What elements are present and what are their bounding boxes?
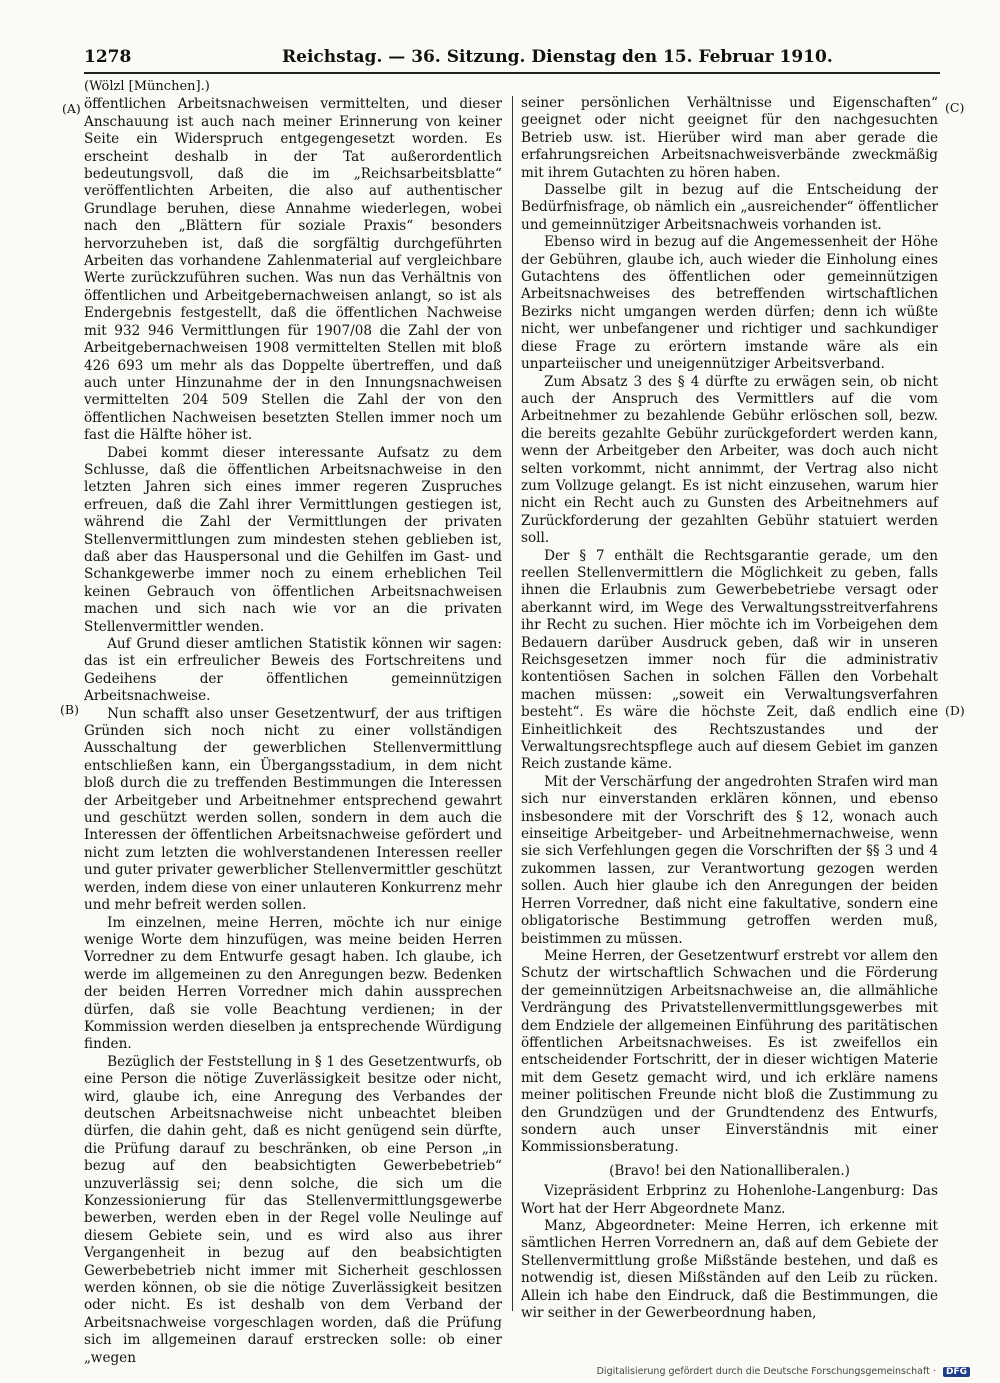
page-title: Reichstag. — 36. Sitzung. Dienstag den 15. Februar 1910. [282, 47, 833, 67]
column-divider [512, 96, 513, 1311]
margin-mark-d: (D) [945, 703, 965, 718]
paragraph: Dasselbe gilt in bezug auf die Entscheidung der Bedürfnisfrage, ob nämlich ein „ausreichender“ öffentlicher und gemeinnütziger Arbeitsnachweis vorhanden ist. [521, 182, 938, 233]
president-note: Vizepräsident Erbprinz zu Hohenlohe-Langenburg: Das Wort hat der Herr Abgeordnete Manz. [521, 1183, 938, 1217]
paragraph: Meine Herren, der Gesetzentwurf erstrebt vor allem den Schutz der wirtschaftlich Schwachen und die Förderung der gemeinnützigen Arbeitsnachweise an, die allmähliche Verdrängung des Privatstellenvermittlungsgewerbes mit dem Endziele der allgemeinen Einführung des paritätischen öffentlichen Arbeitsnachweises. Es ist zweifellos ein entscheidender Fortschritt, der in dieser wichtigen Materie mit dem Gesetz gemacht wird, und ich erkläre namens meiner politischen Freunde nicht bloß die Zustimmung zu den Grundzügen und der Grundtendenz des Entwurfs, sondern auch unser Einverständnis mit einer Kommissionsberatung. [521, 947, 938, 1156]
paragraph: Zum Absatz 3 des § 4 dürfte zu erwägen sein, ob nicht auch der Anspruch des Vermittlers auf die vom Arbeitnehmer zu bezahlende Gebühr erlöschen soll, bezw. die bereits gezahlte Gebühr zurückgefordert werden kann, wenn der Arbeitgeber den Arbeiter, was doch auch nicht selten vorkommt, nicht annimmt, der Vertrag also nicht zum Vollzuge gelangt. Es ist nicht einzusehen, warum hier nicht ein Recht auch zu Gunsten des Arbeitnehmers auf Zurückforderung der gezahlten Gebühr statuiert werden soll. [521, 373, 938, 547]
paragraph: Nun schafft also unser Gesetzentwurf, der aus triftigen Gründen sich noch nicht zu einer vollständigen Ausschaltung der gewerblichen Stellenvermittlung entschließen kann, ein Übergangsstadium, in dem nicht bloß durch die zu treffenden Bestimmungen die Interessen der Arbeitgeber und Arbeitnehmer entsprechend gewahrt und geschützt werden sollen, sondern in dem auch die Interessen der öffentlichen Arbeitsnachweise gefördert und nicht zum letzten die wohlverstandenen Interessen reeller und guter privater gewerblicher Stellenvermittler geschützt werden, indem diese von einer unlauteren Konkurrenz mehr und mehr befreit werden sollen. [84, 705, 502, 914]
page-number: 1278 [84, 47, 132, 67]
footer-credit [597, 1366, 970, 1377]
paragraph: Bezüglich der Feststellung in § 1 des Gesetzentwurfs, ob eine Person die nötige Zuverlässigkeit besitze oder nicht, wird, glaube ich, eine Anregung des Verbandes der deutschen Arbeitsnachweise nicht unbeachtet bleiben dürfen, die dahin geht, daß es nicht genügend sein dürfte, die Prüfung darauf zu beschränken, ob eine Person „in bezug auf den beabsichtigten Gewerbebetrieb“ unzuverlässig sei; denn solche, die sich um die Konzessionierung für das Stellenvermittlungsgewerbe bewerben, werden eben in der Regel volle Neulinge auf diesem Gebiete sein, und es wird also aus ihrer Vergangenheit in bezug auf den beabsichtigten Gewerbebetrieb nicht immer mit Sicherheit geschlossen werden können, ob sie die nötige Zuverlässigkeit besitzen oder nicht. Es ist deshalb von dem Verband der Arbeitsnachweise vorgeschlagen worden, daß die Prüfung sich im allgemeinen darauf erstrecken solle: ob einer „wegen [84, 1053, 502, 1366]
paragraph: Mit der Verschärfung der angedrohten Strafen wird man sich nur einverstanden erklären können, und ebenso insbesondere mit der Vorschrift des § 12, wonach auch einseitige Arbeitgeber- und Arbeitnehmernachweise, wenn sie sich Verfehlungen gegen die Vorschriften der §§ 3 und 4 zukommen lassen, zur Verantwortung gezogen werden sollen. Auch hier glaube ich den Anregungen der beiden Herren Vorredner, daß nicht eine fakultative, sondern eine obligatorische Bestimmung getroffen werden muß, beistimmen zu müssen. [521, 773, 938, 947]
paragraph: seiner persönlichen Verhältnisse und Eigenschaften“ geeignet oder nicht geeignet für den nachgesuchten Betrieb usw. ist. Hierüber wird man aber gerade die erfahrungsreichen Arbeitsnachweisverbände zweckmäßig mit ihrem Gutachten zu hören haben. [521, 95, 938, 181]
applause-note: (Bravo! bei den Nationalliberalen.) [609, 1162, 850, 1179]
margin-mark-a: (A) [62, 101, 81, 116]
paragraph: Ebenso wird in bezug auf die Angemessenheit der Höhe der Gebühren, glaube ich, auch wieder die Einholung eines Gutachtens des öffentlichen oder gemeinnützigen Arbeitsnachweises des betreffenden wirtschaftlichen Bezirks nicht umgangen werden dürfen; denn ich wüßte nicht, wer unbefangener und richtiger und sachkundiger diese Frage zu erörtern imstande wäre als ein unparteiischer und uneigennütziger Arbeitsverband. [521, 234, 938, 373]
paragraph: Auf Grund dieser amtlichen Statistik können wir sagen: das ist ein erfreulicher Beweis des Fortschreitens und Gedeihens der öffentlichen gemeinnützigen Arbeitsnachweise. [84, 636, 502, 705]
header-rule [84, 72, 940, 74]
footer-text: Digitalisierung gefördert durch die Deutsche Forschungsgemeinschaft · [596, 1366, 936, 1377]
paragraph: Dabei kommt dieser interessante Aufsatz zu dem Schlusse, daß die öffentlichen Arbeitsnachweise in den letzten Jahren sich eines immer regeren Zuspruches erfreuen, daß die Zahl ihrer Vermittlungen gestiegen ist, während die Zahl der Vermittlungen der privaten Stellenvermittlungen zum mindesten stehen geblieben ist, daß aber das Hauspersonal und die Gehilfen im Gast- und Schankgewerbe immer noch zu einem erheblichen Teil keinen Gebrauch von öffentlichen Arbeitsnachweisen machen und sich nach wie vor an die privaten Stellenvermittler wenden. [84, 444, 502, 635]
paragraph: Manz, Abgeordneter: Meine Herren, ich erkenne mit sämtlichen Herren Vorrednern an, daß auf dem Gebiete der Stellenvermittlung große Mißstände bestehen, und daß es notwendig ist, diesen Mißständen auf den Leib zu rücken. Allein ich habe den Eindruck, daß die Bestimmungen, die wir seither in der Gewerbeordnung haben, [521, 1218, 938, 1322]
right-column [521, 95, 938, 1322]
margin-mark-b: (B) [60, 702, 79, 717]
paragraph: Im einzelnen, meine Herren, möchte ich nur einige wenige Worte dem hinzufügen, was meine beiden Herren Vorredner zu dem Entwurfe gesagt haben. Ich glaube, ich werde im allgemeinen zu den Anregungen bezw. Bedenken der beiden Herren Vorredner mich dahin aussprechen dürfen, daß sie volle Beachtung verdienen; in der Kommission werden dieselben ja entsprechende Würdigung finden. [84, 914, 502, 1053]
page-header [84, 47, 940, 71]
left-column [84, 78, 502, 1367]
dfg-logo: DFG [943, 1367, 970, 1377]
paragraph: Der § 7 enthält die Rechtsgarantie gerade, um den reellen Stellenvermittlern die Möglichkeit zu geben, falls ihnen die Erlaubnis zum Gewerbebetriebe versagt oder aberkannt wird, im Wege des Verwaltungsstreitverfahrens ihr Recht zu suchen. Hier möchte ich im Vorbeigehen dem Bedauern darüber Ausdruck geben, daß wir in unseren Reichsgesetzen immer noch für die administrativ kontentiösen Sachen in solchen Fällen den Vorbehalt machen müssen: „soweit ein Verwaltungsverfahren besteht“. Es wäre die höchste Zeit, daß endlich eine Einheitlichkeit des Rechtszustandes und der Verwaltungsrechtspflege auch auf diesem Gebiet im ganzen Reich zustande käme. [521, 547, 938, 773]
paragraph: öffentlichen Arbeitsnachweisen vermittelten, und dieser Anschauung ist auch nach meiner Erinnerung von keiner Seite ein Widerspruch entgegengesetzt worden. Es erscheint deshalb in der Tat außerordentlich bedeutungsvoll, daß die im „Reichsarbeitsblatte“ veröffentlichten Arbeiten, die also auf authentischer Grundlage beruhen, diese Annahme wiederlegen, wobei nach den „Blättern für soziale Praxis“ besonders hervorzuheben ist, daß die sorgfältig durchgeführten Arbeiten das vorhandene Zahlenmaterial auf vergleichbare Werte zurückzuführen suchen. Was nun das Verhältnis von öffentlichen und Arbeitgebernachweisen anlangt, so ist als Endergebnis festgestellt, daß die öffentlichen Nachweise mit 932 946 Vermittlungen für 1907/08 die Zahl der von Arbeitgebernachweisen 1908 vermittelten Stellen mit bloß 426 693 um mehr als das Doppelte übertreffen, und daß auch unter Hinzunahme der in den Innungsnachweisen vermittelten 204 509 Stellen die Zahl der von den öffentlichen Nachweisen besetzten Stellen immer noch um fast die Hälfte höher ist. [84, 96, 502, 444]
speaker-label: (Wölzl [München].) [84, 79, 210, 94]
margin-mark-c: (C) [945, 100, 965, 115]
